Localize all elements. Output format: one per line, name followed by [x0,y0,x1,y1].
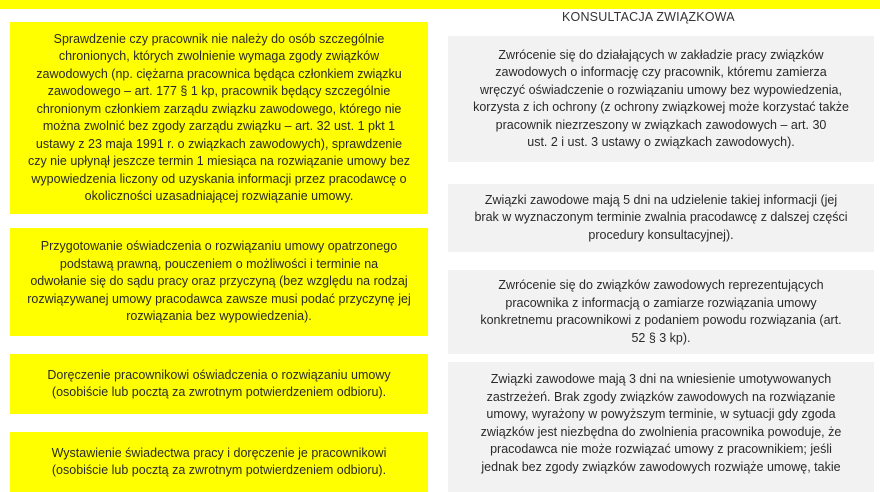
text-line: odwołanie się do sądu pracy oraz przyczyną (bez względu na rodzaj [30,274,408,289]
text-line: ust. 2 i ust. 3 ustawy o związkach zawodowych). [527,135,795,149]
consultation-header: KONSULTACJA ZWIĄZKOWA [562,10,735,24]
top-yellow-bar [0,0,880,9]
consultation-step-2 [448,184,874,252]
procedure-step-1-text [28,31,410,206]
text-line: chronionym członkiem zarządu związku zawodowego, którego nie [36,101,402,116]
text-line: Związki zawodowe mają 3 dni na wniesienie umotywowanych [490,372,832,386]
text-line: wręczyć oświadczenie o rozwiązaniu umowy bez wypowiedzenia, [480,82,842,97]
text-line: zastrzeżeń. Brak zgody związków zawodowych na rozwiązanie [486,389,836,404]
text-line: rozwiązywanej umowy pracodawca zawsze musi podać przyczynę jej [27,291,411,306]
text-line: umowy, wyrażony w powyższym terminie, w sytuacji gdy zgoda [486,407,836,421]
procedure-step-1 [10,22,428,214]
text-line: rozwiązania bez wypowiedzenia). [126,309,312,324]
text-line: czy nie upłynął jeszcze termin 1 miesiąca na rozwiązanie umowy bez [27,154,411,168]
procedure-step-4-text [52,445,387,480]
consultation-step-3-text [480,277,841,347]
text-line: (osobiście lub pocztą za zwrotnym potwierdzeniem odbioru). [51,463,387,477]
text-line: Zwrócenie się do związków zawodowych reprezentujących [498,278,824,292]
text-line: Przygotowanie oświadczenia o rozwiązaniu umowy opatrzonego [40,239,398,254]
text-line: Zwrócenie się do działających w zakładzie pracy związków [498,47,824,62]
procedure-step-2-text [27,238,411,326]
procedure-step-4 [10,432,428,492]
text-line: Związki zawodowe mają 5 dni na udzielenie takiej informacji (jej [484,192,838,207]
procedure-step-2 [10,228,428,336]
consultation-step-4 [448,362,874,492]
consultation-step-1 [448,36,874,162]
text-line: pracodawca nie może rozwiązać umowy z pracownikiem; jeśli [490,442,832,456]
text-line: brak w wyznaczonym terminie zwalnia pracodawcę z dalszej części [474,210,848,225]
text-line: pracownik niezrzeszony w związkach zawodowych – art. 30 [495,117,827,132]
text-line: korzysta z ich ochrony (z ochrony związkowej może korzystać także [473,100,849,114]
text-line: procedury konsultacyjnej). [588,227,734,242]
consultation-step-1-text [473,47,849,152]
text-line: jednak bez zgody związków zawodowych rozwiąże umowę, takie [481,459,841,474]
procedure-step-3-text [47,367,390,402]
text-line: wypowiedzenia liczony od uzyskania informacji przez pracodawcę o [31,171,407,186]
text-line: podstawą prawną, pouczeniem o możliwości i terminie na [59,256,379,271]
text-line: Doręczenie pracownikowi oświadczenia o rozwiązaniu umowy [47,367,391,382]
consultation-step-2-text [474,192,847,245]
text-line: chronionych, których zwolnienie wymaga zgody związków [58,49,380,63]
procedure-step-3 [10,354,428,414]
text-line: Wystawienie świadectwa pracy i doręczenie je pracownikowi [51,445,387,460]
consultation-step-4-text [481,371,842,476]
text-line: 52 § 3 kp). [631,330,691,345]
text-line: ustawy z 23 maja 1991 r. o związkach zawodowych), sprawdzenie [35,136,403,151]
text-line: można zwolnić bez zgody zarządu związku – art. 32 ust. 1 pkt 1 [42,119,396,133]
text-line: Sprawdzenie czy pracownik nie należy do osób szczególnie [53,31,385,46]
consultation-step-3 [448,270,874,354]
text-line: okoliczności uzasadniającej rozwiązanie umowy. [84,189,354,203]
text-line: pracownika z informacją o zamiarze rozwiązania umowy [505,295,817,310]
text-line: (osobiście lub pocztą za zwrotnym potwierdzeniem odbioru). [51,385,387,399]
text-line: zawodowych (np. ciężarna pracownica będąca członkiem związku [36,66,402,81]
text-line: konkretnemu pracownikowi z podaniem powodu rozwiązania (art. [480,313,842,327]
text-line: związków jest niezbędna do zwolnienia pracownika powoduje, że [480,424,842,439]
text-line: zawodowego – art. 177 § 1 kp, pracownik będący szczególnie [47,84,391,98]
text-line: zawodowych o informację czy pracownik, któremu zamierza [495,65,827,79]
